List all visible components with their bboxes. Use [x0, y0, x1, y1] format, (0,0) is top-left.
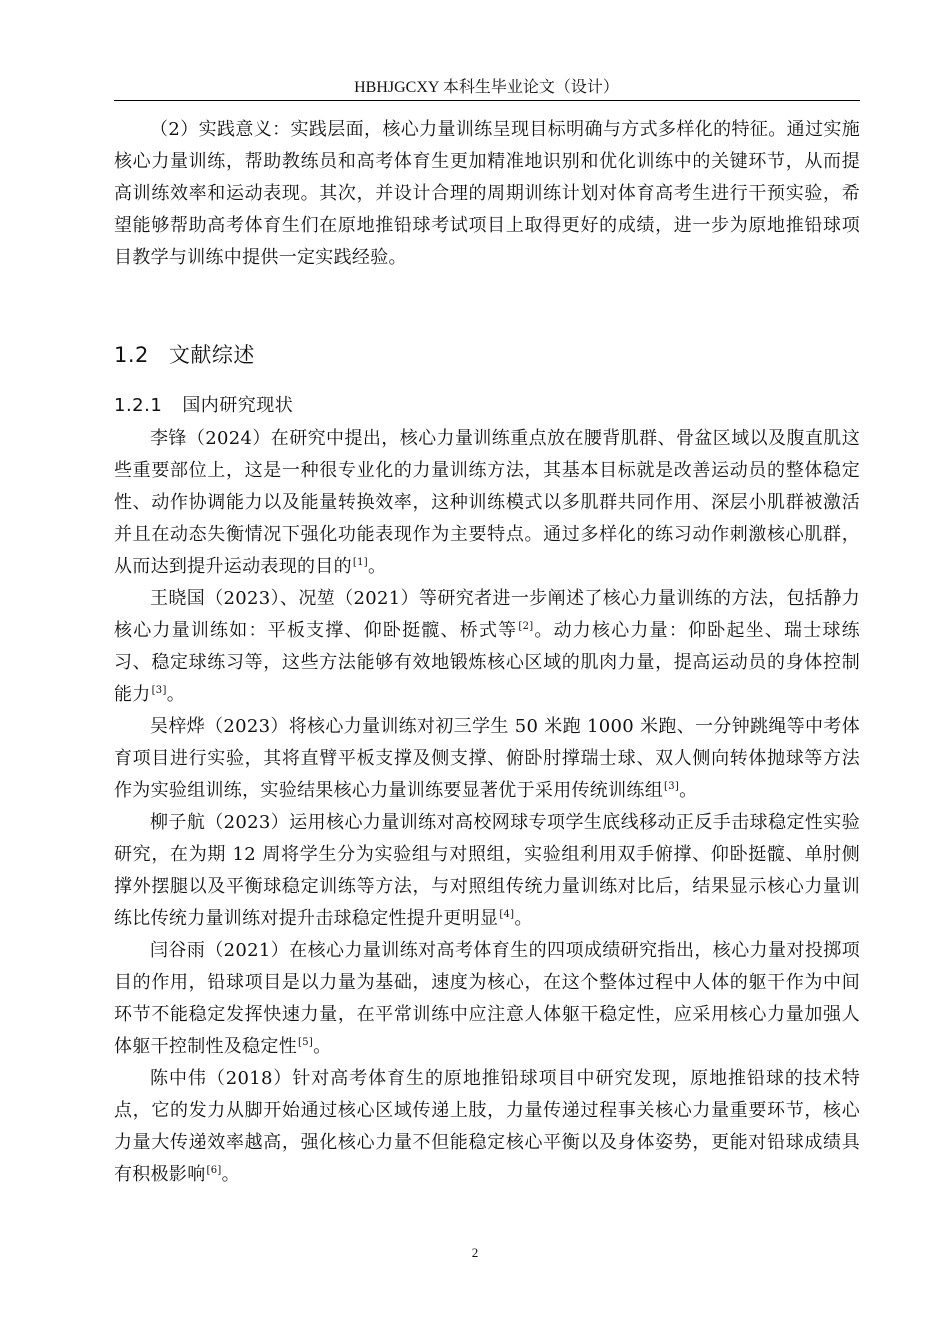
citation-marker: [4] [499, 909, 515, 920]
page-number: 2 [471, 1245, 479, 1260]
literature-paragraph [114, 423, 860, 583]
paragraph-text: 陈中伟（2018）针对高考体育生的原地推铅球项目中研究发现，原地推铅球的技术特点，它的发力从脚开始通过核心区域传递上肢，力量传递过程事关核心力量重要环节，核心力量大传递效率越高，强化核心力量不但能稳定核心平衡以及身体姿势，更能对铅球成绩具有积极影响 [114, 1068, 860, 1185]
section-number: 1.2 [114, 343, 149, 367]
paragraph-text: 王晓国（2023）、况堃（2021）等研究者进一步阐述了核心力量训练的方法，包括静力核心力量训练如：平板支撑、仰卧挺髋、桥式等 [114, 588, 860, 641]
literature-paragraph [114, 583, 860, 711]
literature-paragraph [114, 1063, 860, 1191]
paragraph-end: 。 [221, 1164, 240, 1185]
paragraph-text: （2）实践意义：实践层面，核心力量训练呈现目标明确与方式多样化的特征。通过实施核心力量训练，帮助教练员和高考体育生更加精准地识别和优化训练中的关键环节，从而提高训练效率和运动表现。其次，并设计合理的周期训练计划对体育高考生进行干预实验，希望能够帮助高考体育生们在原地推铅球考试项目上取得更好的成绩，进一步为原地推铅球项目教学与训练中提供一定实践经验。 [114, 119, 860, 268]
paragraph-end: 。 [679, 780, 698, 801]
paragraph-text: 闫谷雨（2021）在核心力量训练对高考体育生的四项成绩研究指出，核心力量对投掷项目的作用，铅球项目是以力量为基础，速度为核心，在这个整体过程中人体的躯干作为中间环节不能稳定发挥快速力量，在平常训练中应注意人体躯干稳定性，应采用核心力量加强人体躯干控制性及稳定性 [114, 940, 860, 1057]
practical-significance-paragraph [114, 114, 860, 274]
literature-paragraph [114, 935, 860, 1063]
paragraph-text: 。动力核心力量：仰卧起坐、瑞士球练习、稳定球练习等，这些方法能够有效地锻炼核心区域的肌肉力量，提高运动员的身体控制能力 [114, 620, 860, 705]
section-title: 文献综述 [168, 343, 255, 367]
section-heading [114, 339, 860, 369]
citation-marker: [3] [151, 685, 167, 696]
citation-marker: [3] [664, 781, 680, 792]
paragraph-end: 。 [166, 684, 185, 705]
header-rule [114, 100, 860, 101]
citation-marker: [1] [352, 557, 368, 568]
citation-marker: [2] [518, 621, 534, 632]
subsection-heading [114, 391, 860, 417]
paragraph-text: 柳子航（2023）运用核心力量训练对高校网球专项学生底线移动正反手击球稳定性实验研究，在为期 12 周将学生分为实验组与对照组，实验组利用双手俯撑、仰卧挺髋、单肘侧撑外摆腿以及平衡球稳定训练等方法，与对照组传统力量训练对比后，结果显示核心力量训练比传统力量训练对提升击球稳定性提升更明显 [114, 812, 860, 929]
paragraph-end: 。 [313, 1036, 332, 1057]
literature-paragraph [114, 711, 860, 807]
paragraph-end: 。 [367, 556, 387, 577]
subsection-number: 1.2.1 [114, 395, 163, 416]
paragraph-text: 李锋（2024）在研究中提出，核心力量训练重点放在腰背肌群、骨盆区域以及腹直肌这些重要部位上，这是一种很专业化的力量训练方法，其基本目标就是改善运动员的整体稳定性、动作协调能力以及能量转换效率，这种训练模式以多肌群共同作用、深层小肌群被激活并且在动态失衡情况下强化功能表现作为主要特点。通过多样化的练习动作刺激核心肌群，从而达到提升运动表现的目的 [114, 428, 860, 577]
paragraph-end: 。 [514, 908, 533, 929]
paragraph-text: 吴梓烨（2023）将核心力量训练对初三学生 50 米跑 1000 米跑、一分钟跳绳等中考体育项目进行实验，其将直臂平板支撑及侧支撑、俯卧肘撑瑞士球、双人侧向转体抛球等方法作为实验组训练，实验结果核心力量训练要显著优于采用传统训练组 [114, 716, 860, 801]
subsection-title: 国内研究现状 [182, 395, 294, 416]
citation-marker: [5] [298, 1037, 314, 1048]
page-body [114, 114, 860, 1191]
literature-paragraph [114, 807, 860, 935]
running-header: HBHJGCXY 本科生毕业论文（设计） [354, 79, 619, 96]
citation-marker: [6] [206, 1165, 222, 1176]
